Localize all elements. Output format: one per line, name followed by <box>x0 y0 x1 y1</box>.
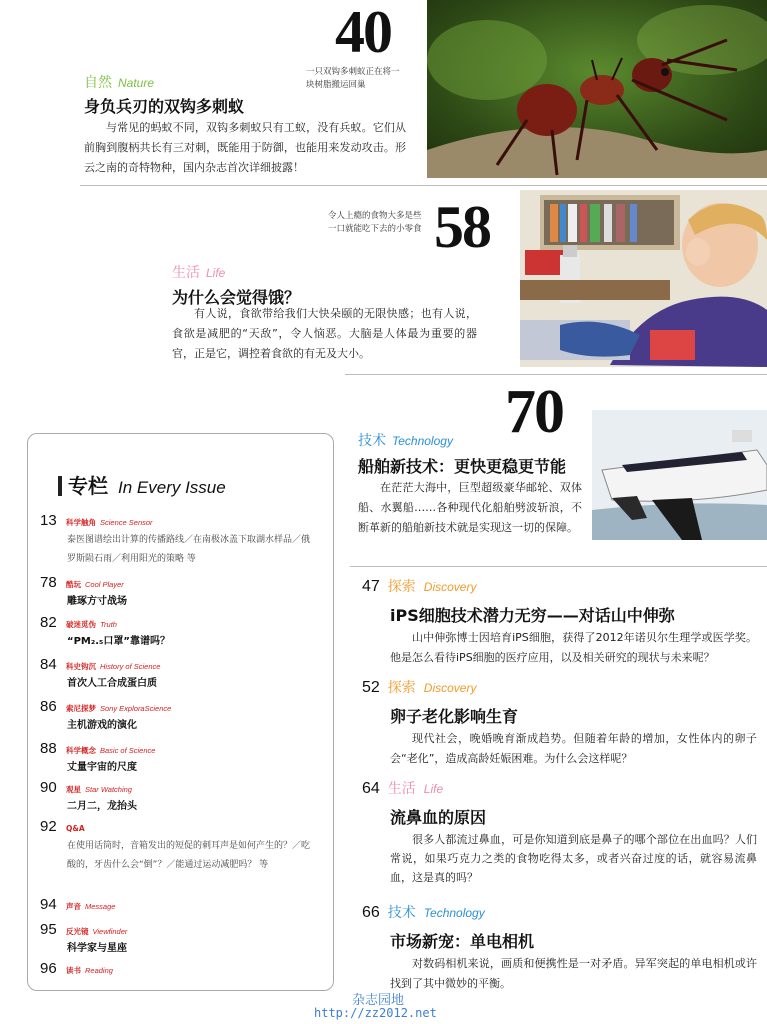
sidebar-item-13[interactable] <box>40 510 320 569</box>
article-number: 66 <box>362 904 380 921</box>
sidebar-item-category-cn: 读书 <box>66 966 81 975</box>
category-technology-cn: 技术 <box>358 433 386 449</box>
sidebar-item-category-cn: 酷玩 <box>66 580 81 589</box>
sidebar-item-88[interactable] <box>40 738 320 773</box>
sidebar-item-78[interactable] <box>40 572 320 607</box>
category-life-en: Life <box>206 266 226 280</box>
article-52[interactable] <box>362 677 757 769</box>
sidebar-item-number: 95 <box>40 921 57 938</box>
sidebar-item-category-cn: 反光镜 <box>66 927 89 936</box>
headline-40[interactable]: 身负兵刃的双钩多刺蚁 <box>84 97 245 116</box>
headline-70[interactable]: 船舶新技术：更快更稳更节能 <box>358 457 567 476</box>
ant-photo <box>427 0 767 178</box>
article-number: 52 <box>362 679 380 696</box>
article-category-en: Discovery <box>423 580 477 594</box>
sidebar-item-category-en: Sony ExploraScience <box>100 704 172 713</box>
sidebar-item-headline: 科学家与星座 <box>67 943 127 954</box>
category-nature-cn: 自然 <box>84 75 112 91</box>
sidebar-item-headline: “PM₂.₅口罩”靠谱吗？ <box>67 636 170 647</box>
category-life <box>172 262 225 282</box>
sidebar-item-number: 86 <box>40 698 57 715</box>
sidebar-item-headline: 雕琢方寸战场 <box>67 596 127 607</box>
article-number: 64 <box>362 780 380 797</box>
article-category-en: Technology <box>423 906 485 920</box>
article-headline: 流鼻血的原因 <box>390 808 487 827</box>
caption-40: 一只双钩多刺蚁正在将一块树脂搬运回巢 <box>306 67 400 90</box>
sidebar-item-category <box>66 704 171 713</box>
sidebar-item-category-cn: Q&A <box>66 824 85 833</box>
article-category-cn: 探索 <box>387 680 416 696</box>
page-number-58: 58 <box>434 194 490 260</box>
sidebar-item-category <box>66 620 117 629</box>
sidebar-item-95[interactable] <box>40 919 320 954</box>
sidebar-item-category-en: Cool Player <box>85 580 124 589</box>
sidebar-item-headline: 主机游戏的演化 <box>67 720 137 731</box>
article-body: 山中伸弥博士因培育iPS细胞，获得了2012年诺贝尔生理学或医学奖。他是怎么看待iPS细胞的医疗应用，以及相关研究的现状与未来呢？ <box>390 631 757 664</box>
sidebar-item-category <box>66 824 89 833</box>
divider-1 <box>80 185 767 186</box>
body-40: 与常见的蚂蚁不同，双钩多刺蚁只有工蚁，没有兵蚁。它们从前胸到腹柄共长有三对刺，既能用于防御，也能用来发动攻击。形云之南的奇特物种，国内杂志首次详细披露！ <box>84 121 406 174</box>
category-nature-en: Nature <box>118 76 155 90</box>
sidebar-item-category-en: Reading <box>85 966 113 975</box>
sidebar-title <box>58 470 226 499</box>
article-category <box>388 781 443 797</box>
sidebar-item-category <box>66 518 153 527</box>
article-category <box>388 905 485 921</box>
sidebar-item-92[interactable] <box>40 816 320 875</box>
body-70: 在茫茫大海中，巨型超级豪华邮轮、双体船、水翼船……各种现代化船舶劈波斩浪，不断革新的船舶新技术就是实现这一切的保障。 <box>358 481 582 534</box>
page-number-70: 70 <box>505 378 563 446</box>
sidebar-item-number: 13 <box>40 512 57 529</box>
sidebar-item-category-cn: 科学概念 <box>66 746 96 755</box>
sidebar-item-84[interactable] <box>40 654 320 689</box>
article-category <box>388 579 477 595</box>
article-headline: iPS细胞技术潜力无穷——对话山中伸弥 <box>390 606 675 625</box>
sidebar-item-94[interactable] <box>40 894 320 913</box>
page-number-40: 40 <box>335 0 391 65</box>
sidebar-item-category-en: History of Science <box>100 662 161 671</box>
sidebar-item-90[interactable] <box>40 777 320 812</box>
sidebar-item-category <box>66 785 132 794</box>
boy-eating-photo <box>520 190 767 367</box>
sidebar-item-category-en: Basic of Science <box>100 746 156 755</box>
sidebar-item-category-cn: 声音 <box>66 902 81 911</box>
sidebar-title-en: In Every Issue <box>118 478 226 497</box>
sidebar-title-cn: 专栏 <box>68 474 108 498</box>
sidebar-item-headline: 二月二，龙抬头 <box>67 801 137 812</box>
sidebar-item-category <box>66 662 160 671</box>
article-category <box>388 680 477 696</box>
sidebar-item-category-en: Star Watching <box>85 785 132 794</box>
article-category-cn: 探索 <box>387 579 416 595</box>
sidebar-item-number: 78 <box>40 574 57 591</box>
sidebar-item-category <box>66 966 113 975</box>
sidebar-item-category <box>66 746 155 755</box>
sidebar-item-category <box>66 927 127 936</box>
headline-58[interactable]: 为什么会觉得饿？ <box>172 288 301 307</box>
sidebar-item-96[interactable] <box>40 958 320 977</box>
article-category-en: Discovery <box>423 681 477 695</box>
sidebar-item-number: 84 <box>40 656 57 673</box>
category-technology <box>358 430 453 450</box>
category-life-cn: 生活 <box>172 265 200 281</box>
article-64[interactable] <box>362 778 757 887</box>
article-number: 47 <box>362 578 380 595</box>
category-nature <box>84 72 154 92</box>
sidebar-item-category-en: Viewfinder <box>92 927 128 936</box>
caption-58: 令人上瘾的食物大多是些一口就能吃下去的小零食 <box>328 211 422 234</box>
sidebar-item-82[interactable] <box>40 612 320 647</box>
body-58: 有人说，食欲带给我们大快朵颐的无限快感；也有人说，食欲是减肥的“天敌”，令人恼恶。大脑是人体最为重要的器官，正是它，调控着食欲的有无及大小。 <box>172 307 477 360</box>
sidebar-item-category-en: Message <box>85 902 116 911</box>
sidebar-item-number: 94 <box>40 896 57 913</box>
sidebar-item-number: 96 <box>40 960 57 977</box>
in-every-issue-sidebar <box>27 433 334 991</box>
sidebar-item-headline: 丈量宇宙的尺度 <box>67 762 137 773</box>
sidebar-item-category-cn: 科史钩沉 <box>66 662 96 671</box>
sidebar-item-number: 82 <box>40 614 57 631</box>
article-body: 对数码相机来说，画质和便携性是一对矛盾。异军突起的单电相机或许找到了其中微妙的平衡。 <box>390 957 757 990</box>
sidebar-item-number: 88 <box>40 740 57 757</box>
article-66[interactable] <box>362 902 757 994</box>
ship-photo <box>592 410 767 540</box>
article-body: 很多人都流过鼻血，可是你知道到底是鼻子的哪个部位在出血吗？人们常说，如果巧克力之类的食物吃得太多，或者兴奋过度的话，就容易流鼻血，这是真的吗？ <box>390 833 757 884</box>
article-body: 现代社会，晚婚晚育渐成趋势。但随着年龄的增加，女性体内的卵子会“老化”，造成高龄妊娠困难。为什么会这样呢？ <box>390 732 757 765</box>
article-category-cn: 技术 <box>387 905 416 921</box>
article-47[interactable] <box>362 576 757 668</box>
sidebar-item-number: 90 <box>40 779 57 796</box>
watermark-site-name: 杂志园地 <box>352 993 405 1008</box>
article-headline: 市场新宠：单电相机 <box>390 932 535 951</box>
sidebar-item-desc: 在使用话筒时，音箱发出的短促的刺耳声是如何产生的？／吃酸的，牙齿什么会“倒”？／能通过运动减肥吗？ 等 <box>67 841 311 870</box>
sidebar-item-category-cn: 破迷觅伪 <box>66 620 96 629</box>
sidebar-item-number: 92 <box>40 818 57 835</box>
title-bar-decoration <box>58 476 62 496</box>
sidebar-item-category <box>66 902 115 911</box>
sidebar-item-category-en: Truth <box>100 620 117 629</box>
article-category-en: Life <box>423 782 444 796</box>
divider-3 <box>350 566 767 567</box>
sidebar-item-category-cn: 索尼探梦 <box>66 704 96 713</box>
sidebar-item-category <box>66 580 124 589</box>
sidebar-item-category-en: Science Sensor <box>100 518 153 527</box>
article-category-cn: 生活 <box>387 781 416 797</box>
watermark-url[interactable]: http://zz2012.net <box>314 1006 437 1020</box>
sidebar-item-category-cn: 科学触角 <box>66 518 96 527</box>
sidebar-item-headline: 首次人工合成蛋白质 <box>67 678 157 689</box>
article-headline: 卵子老化影响生育 <box>390 707 519 726</box>
category-technology-en: Technology <box>392 434 453 448</box>
sidebar-item-desc: 泰医图谱绘出计算的传播路线／在南极冰盖下取湖水样品／俄罗斯陨石雨／利用阳光的策略 等 <box>67 535 311 564</box>
divider-2 <box>345 374 767 375</box>
sidebar-item-86[interactable] <box>40 696 320 731</box>
sidebar-item-category-cn: 观星 <box>66 785 81 794</box>
